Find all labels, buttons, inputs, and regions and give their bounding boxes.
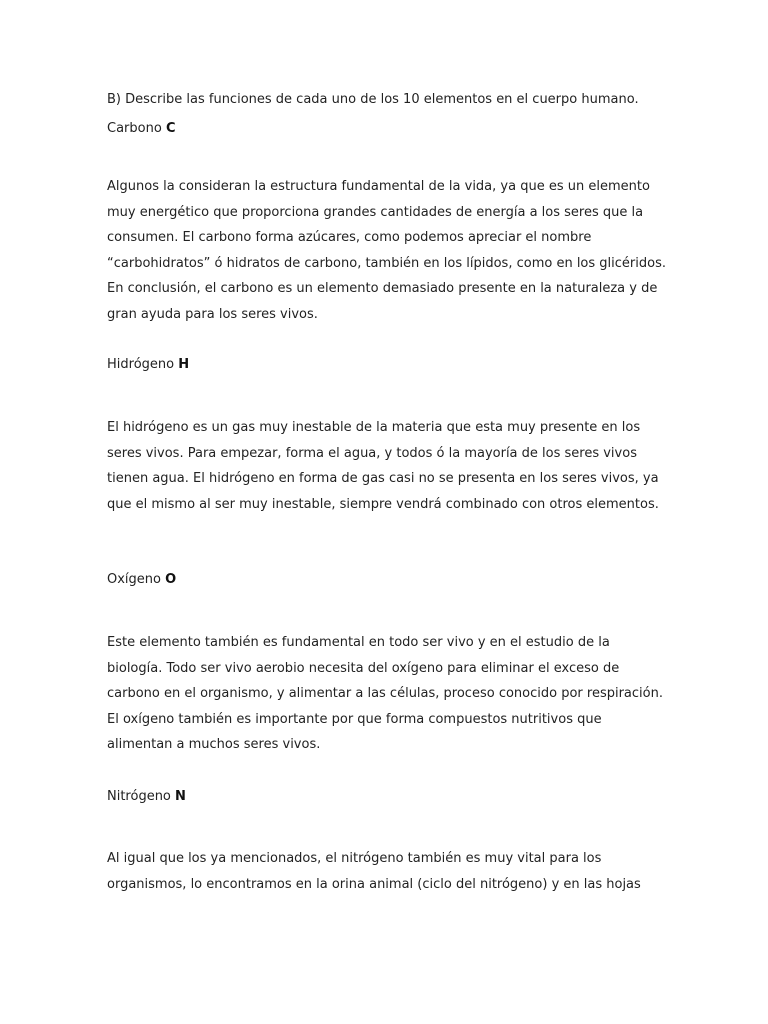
section-text-hidrogeno: El hidrógeno es un gas muy inestable de la materia que esta muy presente en los seres vivos. Para empezar, forma el agua, y todos ó la mayoría de los seres vivos tienen agua. El hidrógeno en forma de gas casi no se presenta en los seres vivos, ya que el mismo al ser muy inestable, siempre vendrá combinado con otros elementos. xyxy=(107,420,659,512)
element-name: Nitrógeno xyxy=(107,789,171,804)
section-heading-nitrogeno xyxy=(107,787,186,807)
element-symbol: C xyxy=(165,121,176,136)
element-symbol: N xyxy=(175,789,186,804)
section-text-carbono: Algunos la consideran la estructura fundamental de la vida, ya que es un elemento muy energético que proporciona grandes cantidades de energía a los seres que la consumen. El carbono forma azúcares, como podemos apreciar el nombre “carbohidratos” ó hidratos de carbono, también en los lípidos, como en los glicéridos. En conclusión, el carbono es un elemento demasiado presente en la naturaleza y de gran ayuda para los seres vivos. xyxy=(107,179,666,322)
section-text-oxigeno: Este elemento también es fundamental en todo ser vivo y en el estudio de la biología. Todo ser vivo aerobio necesita del oxígeno para eliminar el exceso de carbono en el organismo, y alimentar a las células, proceso conocido por respiración. El oxígeno también es importante por que forma compuestos nutritivos que alimentan a muchos seres vivos. xyxy=(107,635,663,753)
document-intro: B) Describe las funciones de cada uno de los 10 elementos en el cuerpo humano. xyxy=(107,92,639,107)
element-name: Carbono xyxy=(107,121,162,136)
section-heading-carbono xyxy=(107,119,175,139)
element-symbol: H xyxy=(178,357,190,372)
element-name: Oxígeno xyxy=(107,572,161,587)
section-heading-hidrogeno xyxy=(107,355,189,375)
element-symbol: O xyxy=(165,572,177,587)
element-name: Hidrógeno xyxy=(107,357,175,372)
section-text-nitrogeno: Al igual que los ya mencionados, el nitrógeno también es muy vital para los organismos, lo encontramos en la orina animal (ciclo del nitrógeno) y en las hojas xyxy=(107,851,641,892)
section-heading-oxigeno xyxy=(107,570,176,590)
